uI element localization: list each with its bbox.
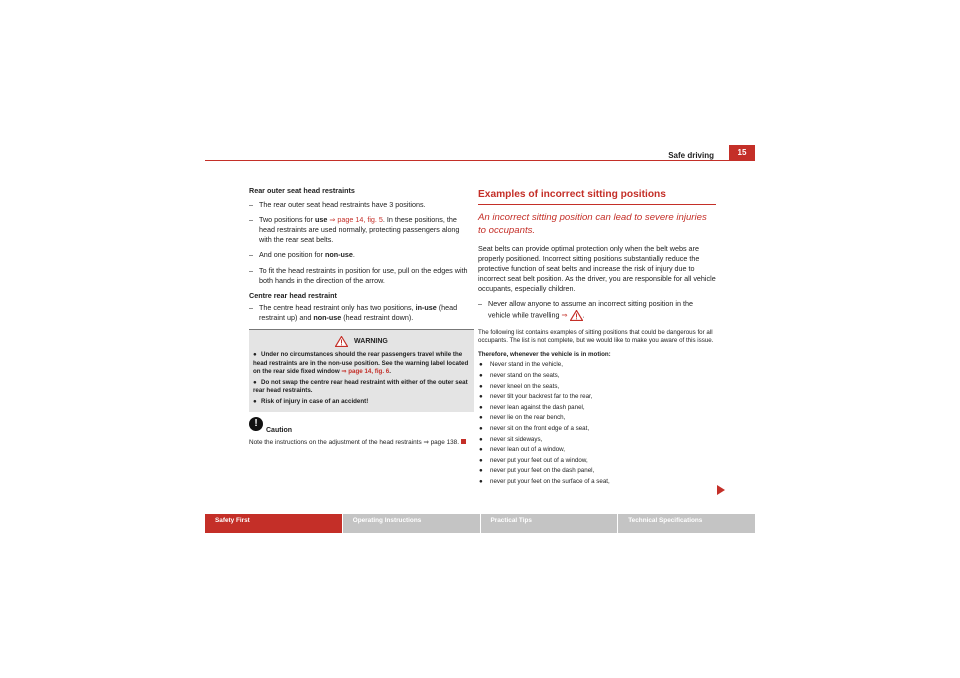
arrow-icon: ⇒ xyxy=(341,368,347,376)
continue-arrow-icon[interactable] xyxy=(717,485,725,495)
dash-marker: – xyxy=(249,200,253,210)
list-item: – To fit the head restraints in position for use, pull on the edges with both hands in the direction of the arrow. xyxy=(249,265,468,285)
incorrect-positions-list xyxy=(478,360,716,487)
section-rule xyxy=(478,204,716,205)
list-item: ● never put your feet on the dash panel, xyxy=(478,466,716,477)
list-intro: The following list contains examples of sitting positions that could be dangerous for all occupants. The list is not complete, but we would like to make you aware of this issue. xyxy=(478,328,714,345)
list-item: ● never put your feet out of a window, xyxy=(478,456,716,467)
bullet-icon: ● xyxy=(479,424,483,432)
warning-item: ● Do not swap the centre rear head restraint with either of the outer seat rear head restraints. xyxy=(253,378,468,395)
list-item: ● never sit on the front edge of a seat, xyxy=(478,424,716,435)
page-reference-link[interactable]: page 14, fig. 5 xyxy=(337,215,383,225)
footer-tabs xyxy=(205,514,755,533)
bullet-icon: ● xyxy=(253,398,257,405)
tab-technical-specifications[interactable]: Technical Specifications xyxy=(618,514,755,533)
running-header-title: Safe driving xyxy=(668,151,714,160)
outer-restraints-heading: Rear outer seat head restraints xyxy=(249,186,355,195)
caution-heading: ! Caution xyxy=(249,426,474,436)
arrow-icon: ⇒ xyxy=(423,437,429,446)
section-title: Examples of incorrect sitting positions xyxy=(478,189,666,200)
dash-marker: – xyxy=(249,215,253,225)
bullet-icon: ● xyxy=(479,414,483,422)
list-item: – The centre head restraint only has two positions, in-use (head restraint up) and non-use (head restraint down). xyxy=(249,302,458,322)
list-item: ● never sit sideways, xyxy=(478,435,716,446)
warning-box xyxy=(249,329,474,412)
arrow-icon: ⇒ xyxy=(561,309,568,319)
list-item: – And one position for non-use. xyxy=(249,250,355,260)
bullet-icon: ● xyxy=(479,446,483,454)
bullet-icon: ● xyxy=(253,378,257,386)
list-item: ● never kneel on the seats, xyxy=(478,382,716,393)
list-item: – Two positions for use ⇒ page 14, fig. 5. In these positions, the head restraints are used normally, protecting passengers along with the rear seat belts. xyxy=(249,215,460,245)
page-reference-link[interactable]: page 138. xyxy=(430,438,460,446)
warning-triangle-icon[interactable] xyxy=(570,310,583,321)
dash-marker: – xyxy=(478,299,482,309)
bullet-icon: ● xyxy=(479,477,483,485)
bullet-icon: ● xyxy=(479,361,483,369)
warning-triangle-icon xyxy=(335,336,348,347)
bullet-icon: ● xyxy=(479,393,483,401)
list-item: ● never stand on the seats, xyxy=(478,371,716,382)
list-item: – The rear outer seat head restraints have 3 positions. xyxy=(249,200,426,210)
bullet-icon: ● xyxy=(479,403,483,411)
centre-restraint-heading: Centre rear head restraint xyxy=(249,290,337,300)
warning-item: ● Under no circumstances should the rear passengers travel while the head restraints are in the non-use position. See the warning label located on the rear side fixed window ⇒ page 14, fig. 6. xyxy=(253,351,469,376)
caution-exclamation-icon: ! xyxy=(249,417,263,431)
page-reference-link[interactable]: page 14, fig. 6 xyxy=(348,368,390,376)
section-subtitle: An incorrect sitting position can lead to severe injuries to occupants. xyxy=(478,212,707,236)
dash-marker: – xyxy=(249,250,253,260)
list-item: – Never allow anyone to assume an incorrect sitting position in the vehicle while travelling ⇒ . xyxy=(478,299,693,319)
list-item: ● never lean out of a window, xyxy=(478,445,716,456)
warning-heading: WARNING xyxy=(253,336,470,347)
bullet-icon: ● xyxy=(253,351,257,359)
tab-operating-instructions[interactable]: Operating Instructions xyxy=(343,514,480,533)
bullet-icon: ● xyxy=(479,371,483,379)
list-item: ● never put your feet on the surface of a seat, xyxy=(478,477,716,488)
list-item: ● never lean against the dash panel, xyxy=(478,403,716,414)
intro-paragraph: Seat belts can provide optimal protection only when the belt webs are properly positioned. Incorrect sitting positions substantially reduce the protective function of seat belts and increase the risk of injury due to incorrect seat belt position. As the driver, you are responsible for all vehicle occupants, especially children. xyxy=(478,244,716,294)
bullet-icon: ● xyxy=(479,382,483,390)
list-heading: Therefore, whenever the vehicle is in motion: xyxy=(478,350,611,358)
bullet-icon: ● xyxy=(479,435,483,443)
dash-marker: – xyxy=(249,302,253,312)
end-of-section-icon xyxy=(461,439,466,444)
tab-practical-tips[interactable]: Practical Tips xyxy=(481,514,618,533)
list-item: ● never tilt your backrest far to the rear, xyxy=(478,392,716,403)
caution-text: Note the instructions on the adjustment of the head restraints ⇒ page 138. xyxy=(249,438,474,447)
arrow-icon: ⇒ xyxy=(329,215,336,225)
warning-item: ● Risk of injury in case of an accident! xyxy=(253,398,369,405)
header-rule xyxy=(205,160,729,161)
page-number: 15 xyxy=(729,145,755,161)
tab-safety-first[interactable]: Safety First xyxy=(205,514,342,533)
bullet-icon: ● xyxy=(479,456,483,464)
bullet-icon: ● xyxy=(479,467,483,475)
list-item: ● Never stand in the vehicle, xyxy=(478,360,716,371)
left-column xyxy=(249,186,474,447)
dash-marker: – xyxy=(249,265,253,275)
list-item: ● never lie on the rear bench, xyxy=(478,413,716,424)
right-column xyxy=(478,188,716,487)
